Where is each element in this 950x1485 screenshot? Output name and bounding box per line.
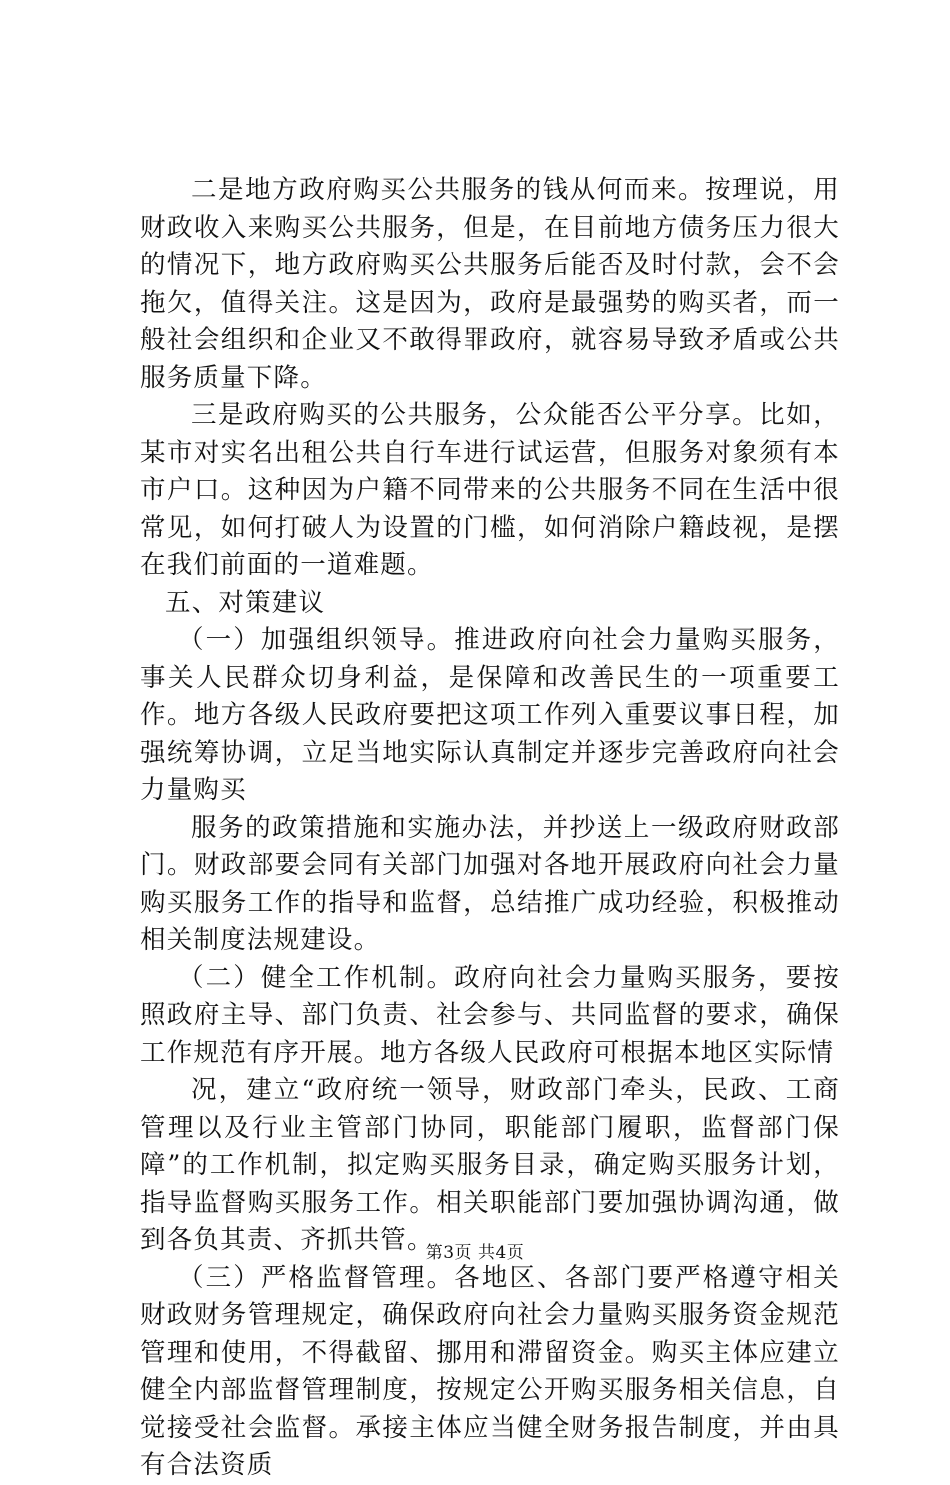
document-body	[140, 172, 840, 1485]
paragraph-work-mechanism: （二）健全工作机制。政府向社会力量购买服务，要按照政府主导、部门负责、社会参与、共同监督的要求，确保工作规范有序开展。地方各级人民政府可根据本地区实际情	[140, 962, 840, 1068]
paragraph-fair-sharing: 三是政府购买的公共服务，公众能否公平分享。比如，某市对实名出租公共自行车进行试运营，但服务对象须有本市户口。这种因为户籍不同带来的公共服务不同在生活中很常见，如何打破人为设置的门槛，如何消除户籍歧视，是摆在我们前面的一道难题。	[140, 400, 840, 580]
paragraph-supervision-management: （三）严格监督管理。各地区、各部门要严格遵守相关财政财务管理规定，确保政府向社会力量购买服务资金规范管理和使用，不得截留、挪用和滞留资金。购买主体应建立健全内部监督管理制度，按规定公开购买服务相关信息，自觉接受社会监督。承接主体应当健全财务报告制度，并由具有合法资质	[140, 1262, 840, 1480]
paragraph-policy-measures: 服务的政策措施和实施办法，并抄送上一级政府财政部门。财政部要会同有关部门加强对各地开展政府向社会力量购买服务工作的指导和监督，总结推广成功经验，积极推动相关制度法规建设。	[140, 812, 840, 955]
paragraph-funding-source: 二是地方政府购买公共服务的钱从何而来。按理说，用财政收入来购买公共服务，但是，在目前地方债务压力很大的情况下，地方政府购买公共服务后能否及时付款，会不会拖欠，值得关注。这是因为，政府是最强势的购买者，而一般社会组织和企业又不敢得罪政府，就容易导致矛盾或公共服务质量下降。	[140, 175, 840, 393]
page-number-footer: 第3页 共4页	[425, 1243, 525, 1263]
paragraph-mechanism-details: 况，建立“政府统一领导，财政部门牵头，民政、工商管理以及行业主管部门协同，职能部门履职，监督部门保障”的工作机制，拟定购买服务目录，确定购买服务计划，指导监督购买服务工作。相关职能部门要加强协调沟通，做到各负其责、齐抓共管。	[140, 1075, 840, 1255]
section-heading-recommendations: 五、对策建议	[165, 587, 326, 618]
paragraph-organization-leadership: （一）加强组织领导。推进政府向社会力量购买服务，事关人民群众切身利益，是保障和改善民生的一项重要工作。地方各级人民政府要把这项工作列入重要议事日程，加强统筹协调，立足当地实际认真制定并逐步完善政府向社会力量购买	[140, 625, 840, 805]
